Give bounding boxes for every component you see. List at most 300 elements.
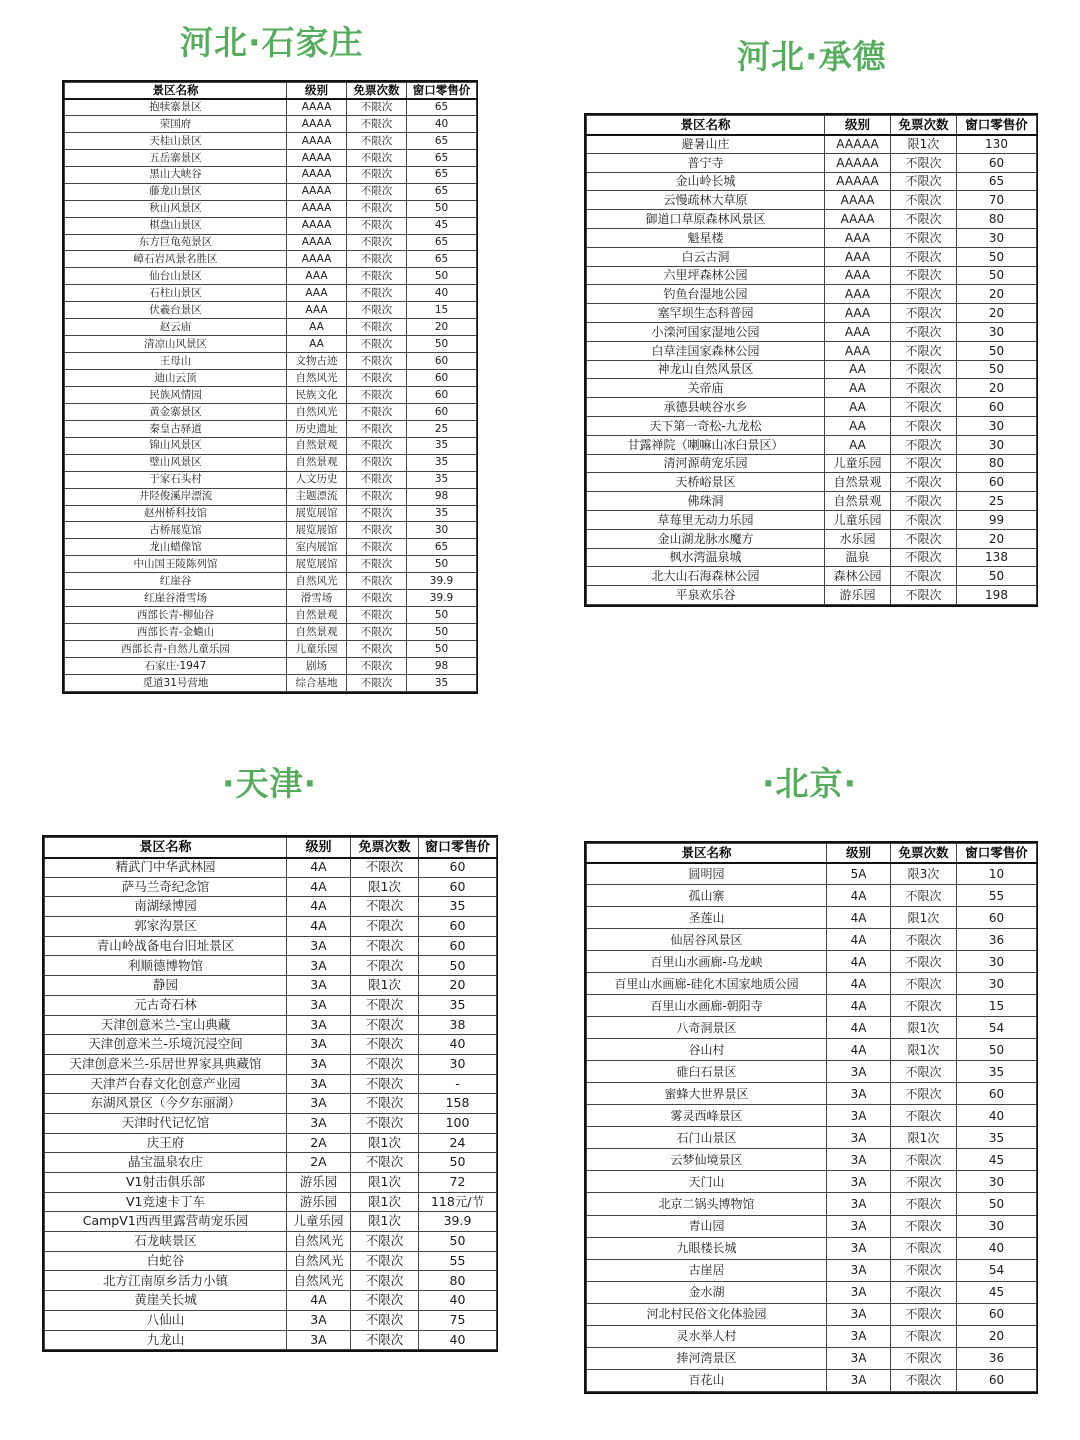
cell-price: 40 xyxy=(407,115,477,132)
table-row xyxy=(65,336,477,353)
cell-level: 3A xyxy=(827,1149,891,1171)
cell-price: 198 xyxy=(957,586,1037,605)
cell-free-times: 不限次 xyxy=(891,492,957,511)
table-row xyxy=(587,973,1037,995)
table-row xyxy=(65,454,477,471)
cell-name: 天津创意米兰-乐居世界家具典藏馆 xyxy=(45,1054,287,1074)
cell-level: AAAA xyxy=(287,132,347,149)
table-row xyxy=(45,1310,497,1330)
table-row xyxy=(587,1171,1037,1193)
table-row xyxy=(587,510,1037,529)
cell-price: 39.9 xyxy=(407,573,477,590)
table-row xyxy=(587,1369,1037,1391)
cell-name: 黄崖关长城 xyxy=(45,1291,287,1311)
cell-name: 云慢疏林大草原 xyxy=(587,191,825,210)
cell-name: 北方江南原乡活力小镇 xyxy=(45,1271,287,1291)
table-row xyxy=(587,1347,1037,1369)
cell-free-times: 不限次 xyxy=(891,416,957,435)
cell-price: 45 xyxy=(957,1149,1037,1171)
cell-name: 龙山蜡像馆 xyxy=(65,539,287,556)
table-row xyxy=(65,674,477,691)
cell-level: AAA xyxy=(825,285,891,304)
cell-name: 静园 xyxy=(45,976,287,996)
cell-free-times: 限1次 xyxy=(351,877,419,897)
table-row xyxy=(587,266,1037,285)
cell-price: 20 xyxy=(407,319,477,336)
cell-price: 72 xyxy=(419,1173,497,1193)
table-row xyxy=(587,398,1037,417)
table-row xyxy=(65,217,477,234)
cell-name: 东湖风景区（今夕东丽湖） xyxy=(45,1094,287,1114)
cell-level: 历史遗址 xyxy=(287,420,347,437)
cell-name: 河北村民俗文化体验园 xyxy=(587,1303,827,1325)
table-row xyxy=(65,302,477,319)
table-row xyxy=(45,897,497,917)
table-row xyxy=(45,858,497,878)
cell-name: 云梦仙境景区 xyxy=(587,1149,827,1171)
table-row xyxy=(65,234,477,251)
cell-price: 35 xyxy=(957,1127,1037,1149)
cell-price: 65 xyxy=(407,251,477,268)
table-row xyxy=(587,285,1037,304)
column-header-free-times: 免票次数 xyxy=(351,838,419,858)
cell-name: 灵水举人村 xyxy=(587,1325,827,1347)
cell-name: 塞罕坝生态科普园 xyxy=(587,304,825,323)
cell-level: 3A xyxy=(287,1330,351,1350)
table-row xyxy=(587,454,1037,473)
table-row xyxy=(65,505,477,522)
cell-level: 3A xyxy=(827,1281,891,1303)
table-row xyxy=(587,885,1037,907)
table-shijiazhuang xyxy=(62,80,478,694)
cell-name: 天津芦台春文化创意产业园 xyxy=(45,1074,287,1094)
cell-level: 3A xyxy=(287,1054,351,1074)
table-tianjin xyxy=(42,835,498,1352)
cell-free-times: 不限次 xyxy=(891,435,957,454)
cell-price: 70 xyxy=(957,191,1037,210)
table-row xyxy=(587,341,1037,360)
cell-free-times: 不限次 xyxy=(891,1061,957,1083)
cell-price: 54 xyxy=(957,1259,1037,1281)
table-row xyxy=(65,149,477,166)
cell-level: AAA xyxy=(287,285,347,302)
cell-name: 天津创意米兰-乐境沉浸空间 xyxy=(45,1035,287,1055)
table-row xyxy=(587,907,1037,929)
cell-name: 仙台山景区 xyxy=(65,268,287,285)
table-row xyxy=(587,995,1037,1017)
table-chengde xyxy=(584,113,1038,607)
cell-level: 文物古迹 xyxy=(287,353,347,370)
cell-price: 55 xyxy=(957,885,1037,907)
cell-name: 白蛇谷 xyxy=(45,1251,287,1271)
table-row xyxy=(45,1113,497,1133)
table-row xyxy=(65,539,477,556)
table-row xyxy=(45,1133,497,1153)
table-row xyxy=(45,1074,497,1094)
cell-name: 西部长青-柳仙谷 xyxy=(65,607,287,624)
cell-name: 古桥展览馆 xyxy=(65,522,287,539)
cell-free-times: 不限次 xyxy=(347,657,407,674)
column-header-level: 级别 xyxy=(287,83,347,99)
cell-price: 25 xyxy=(407,420,477,437)
cell-level: 4A xyxy=(827,885,891,907)
cell-name: 金水湖 xyxy=(587,1281,827,1303)
cell-price: 30 xyxy=(957,1215,1037,1237)
cell-free-times: 不限次 xyxy=(347,539,407,556)
cell-price: 55 xyxy=(419,1251,497,1271)
cell-free-times: 不限次 xyxy=(891,1149,957,1171)
cell-name: 东方巨龟苑景区 xyxy=(65,234,287,251)
cell-price: 60 xyxy=(407,386,477,403)
cell-free-times: 不限次 xyxy=(891,454,957,473)
table-row xyxy=(45,1173,497,1193)
cell-level: AAAA xyxy=(287,149,347,166)
table-row xyxy=(587,929,1037,951)
cell-level: AAAA xyxy=(287,115,347,132)
cell-price: 60 xyxy=(419,917,497,937)
table-row xyxy=(587,1303,1037,1325)
cell-price: 39.9 xyxy=(419,1212,497,1232)
cell-name: 郭家沟景区 xyxy=(45,917,287,937)
cell-free-times: 不限次 xyxy=(351,858,419,878)
cell-level: 儿童乐园 xyxy=(287,641,347,658)
cell-free-times: 不限次 xyxy=(347,132,407,149)
cell-name: 西部长青-金蟾山 xyxy=(65,624,287,641)
cell-level: 3A xyxy=(287,956,351,976)
cell-price: 130 xyxy=(957,135,1037,154)
cell-price: 65 xyxy=(407,183,477,200)
cell-price: 20 xyxy=(957,379,1037,398)
cell-name: 赵云庙 xyxy=(65,319,287,336)
table-row xyxy=(587,863,1037,885)
cell-name: 北大山石海森林公园 xyxy=(587,567,825,586)
cell-level: AAA xyxy=(825,322,891,341)
cell-name: 小滦河国家湿地公园 xyxy=(587,322,825,341)
cell-name: 红崖谷滑雪场 xyxy=(65,590,287,607)
column-header-free-times: 免票次数 xyxy=(891,844,957,863)
cell-free-times: 不限次 xyxy=(891,153,957,172)
table-row xyxy=(587,379,1037,398)
cell-price: 30 xyxy=(957,228,1037,247)
cell-level: 自然风光 xyxy=(287,1251,351,1271)
table-row xyxy=(65,319,477,336)
cell-free-times: 限1次 xyxy=(891,135,957,154)
table-row xyxy=(587,1061,1037,1083)
cell-level: 展览展馆 xyxy=(287,505,347,522)
cell-level: AAA xyxy=(825,247,891,266)
cell-level: 3A xyxy=(827,1237,891,1259)
cell-free-times: 不限次 xyxy=(351,1035,419,1055)
cell-free-times: 不限次 xyxy=(351,1074,419,1094)
table-row xyxy=(45,1330,497,1350)
cell-price: 65 xyxy=(407,539,477,556)
cell-level: AAAAA xyxy=(825,153,891,172)
cell-free-times: 不限次 xyxy=(891,885,957,907)
cell-free-times: 限1次 xyxy=(351,976,419,996)
cell-name: 圣莲山 xyxy=(587,907,827,929)
cell-level: 3A xyxy=(287,995,351,1015)
column-header-name: 景区名称 xyxy=(587,844,827,863)
cell-name: 五岳寨景区 xyxy=(65,149,287,166)
table-row xyxy=(65,471,477,488)
cell-free-times: 限1次 xyxy=(351,1192,419,1212)
cell-free-times: 不限次 xyxy=(891,285,957,304)
cell-price: 20 xyxy=(419,976,497,996)
table-header-row xyxy=(65,83,477,99)
cell-name: 南湖绿博园 xyxy=(45,897,287,917)
cell-level: 5A xyxy=(827,863,891,885)
table-row xyxy=(65,590,477,607)
cell-name: 蜜蜂大世界景区 xyxy=(587,1083,827,1105)
cell-level: 自然风光 xyxy=(287,1271,351,1291)
cell-name: 百里山水画廊-朝阳寺 xyxy=(587,995,827,1017)
column-header-price: 窗口零售价 xyxy=(419,838,497,858)
title-shijiazhuang: 河北·石家庄 xyxy=(180,23,364,62)
cell-price: 30 xyxy=(957,416,1037,435)
cell-level: 剧场 xyxy=(287,657,347,674)
cell-name: 承德县峡谷水乡 xyxy=(587,398,825,417)
cell-price: 50 xyxy=(957,360,1037,379)
cell-level: 3A xyxy=(287,936,351,956)
cell-price: 20 xyxy=(957,529,1037,548)
cell-name: 百里山水画廊-硅化木国家地质公园 xyxy=(587,973,827,995)
cell-free-times: 不限次 xyxy=(347,624,407,641)
cell-price: 65 xyxy=(407,132,477,149)
table-row xyxy=(65,268,477,285)
cell-free-times: 不限次 xyxy=(347,641,407,658)
cell-name: 精武门中华武林园 xyxy=(45,858,287,878)
table-row xyxy=(45,1192,497,1212)
table-row xyxy=(587,548,1037,567)
table-row xyxy=(65,166,477,183)
cell-level: 3A xyxy=(827,1171,891,1193)
table-row xyxy=(587,1039,1037,1061)
cell-free-times: 不限次 xyxy=(351,995,419,1015)
cell-free-times: 限3次 xyxy=(891,863,957,885)
cell-free-times: 不限次 xyxy=(351,956,419,976)
cell-level: 自然景观 xyxy=(825,473,891,492)
cell-name: 觅道31号营地 xyxy=(65,674,287,691)
cell-level: 3A xyxy=(827,1303,891,1325)
cell-level: AA xyxy=(825,435,891,454)
cell-free-times: 不限次 xyxy=(347,471,407,488)
cell-name: 仙居谷风景区 xyxy=(587,929,827,951)
cell-free-times: 限1次 xyxy=(891,907,957,929)
cell-free-times: 不限次 xyxy=(347,302,407,319)
cell-price: 60 xyxy=(407,403,477,420)
cell-name: 天下第一奇松-九龙松 xyxy=(587,416,825,435)
cell-level: 4A xyxy=(287,1291,351,1311)
cell-name: 普宁寺 xyxy=(587,153,825,172)
table-row xyxy=(587,1215,1037,1237)
cell-name: 锦山风景区 xyxy=(65,437,287,454)
cell-price: 75 xyxy=(419,1310,497,1330)
table-header-row xyxy=(587,844,1037,863)
cell-level: AA xyxy=(825,360,891,379)
cell-price: 60 xyxy=(407,370,477,387)
cell-price: 10 xyxy=(957,863,1037,885)
cell-name: 璧山风景区 xyxy=(65,454,287,471)
cell-name: 藤龙山景区 xyxy=(65,183,287,200)
cell-free-times: 不限次 xyxy=(351,917,419,937)
cell-free-times: 不限次 xyxy=(347,200,407,217)
cell-name: 石柱山景区 xyxy=(65,285,287,302)
cell-level: 游乐园 xyxy=(287,1173,351,1193)
cell-price: 98 xyxy=(407,488,477,505)
cell-price: 40 xyxy=(957,1237,1037,1259)
cell-free-times: 不限次 xyxy=(891,266,957,285)
cell-name: 神龙山自然风景区 xyxy=(587,360,825,379)
table-row xyxy=(587,210,1037,229)
cell-price: 38 xyxy=(419,1015,497,1035)
cell-price: 15 xyxy=(407,302,477,319)
cell-level: 2A xyxy=(287,1153,351,1173)
cell-level: 自然风光 xyxy=(287,573,347,590)
cell-free-times: 不限次 xyxy=(891,586,957,605)
cell-free-times: 不限次 xyxy=(891,1303,957,1325)
cell-level: AAA xyxy=(287,268,347,285)
cell-level: 3A xyxy=(827,1127,891,1149)
cell-level: 综合基地 xyxy=(287,674,347,691)
cell-name: 六里坪森林公园 xyxy=(587,266,825,285)
cell-price: 40 xyxy=(419,1291,497,1311)
cell-name: 枫水湾温泉城 xyxy=(587,548,825,567)
cell-name: 井陉俊溪岸漂流 xyxy=(65,488,287,505)
column-header-free-times: 免票次数 xyxy=(347,83,407,99)
cell-free-times: 不限次 xyxy=(351,897,419,917)
cell-name: 古崖居 xyxy=(587,1259,827,1281)
cell-level: 4A xyxy=(827,1039,891,1061)
cell-free-times: 不限次 xyxy=(347,420,407,437)
cell-price: 30 xyxy=(419,1054,497,1074)
cell-price: 158 xyxy=(419,1094,497,1114)
table-row xyxy=(65,285,477,302)
cell-free-times: 限1次 xyxy=(351,1212,419,1232)
cell-level: AAAA xyxy=(287,200,347,217)
cell-price: 60 xyxy=(957,907,1037,929)
cell-free-times: 不限次 xyxy=(891,172,957,191)
cell-free-times: 不限次 xyxy=(891,1193,957,1215)
column-header-price: 窗口零售价 xyxy=(957,844,1037,863)
cell-name: 天桥峪景区 xyxy=(587,473,825,492)
cell-price: 45 xyxy=(407,217,477,234)
cell-name: 荣国府 xyxy=(65,115,287,132)
table-row xyxy=(65,556,477,573)
cell-price: 50 xyxy=(957,247,1037,266)
cell-level: 3A xyxy=(827,1259,891,1281)
table-row xyxy=(587,567,1037,586)
table-row xyxy=(587,1127,1037,1149)
cell-level: AA xyxy=(825,416,891,435)
cell-price: 40 xyxy=(419,1330,497,1350)
table-row xyxy=(45,1212,497,1232)
cell-name: 青山园 xyxy=(587,1215,827,1237)
cell-free-times: 不限次 xyxy=(891,1369,957,1391)
table-row xyxy=(65,251,477,268)
cell-free-times: 不限次 xyxy=(351,1094,419,1114)
table-row xyxy=(587,1237,1037,1259)
cell-price: 80 xyxy=(957,454,1037,473)
table-row xyxy=(65,488,477,505)
cell-name: V1竞速卡丁车 xyxy=(45,1192,287,1212)
table-row xyxy=(587,435,1037,454)
cell-name: 天门山 xyxy=(587,1171,827,1193)
table-row xyxy=(65,624,477,641)
cell-free-times: 不限次 xyxy=(351,1251,419,1271)
cell-name: 红崖谷 xyxy=(65,573,287,590)
cell-name: 百花山 xyxy=(587,1369,827,1391)
table-row xyxy=(587,416,1037,435)
cell-price: 36 xyxy=(957,1347,1037,1369)
table-row xyxy=(65,420,477,437)
table-row xyxy=(587,473,1037,492)
cell-level: 2A xyxy=(287,1133,351,1153)
cell-level: 3A xyxy=(827,1105,891,1127)
cell-level: 3A xyxy=(287,1074,351,1094)
table-row xyxy=(587,228,1037,247)
cell-level: 3A xyxy=(827,1083,891,1105)
cell-level: AAAA xyxy=(287,99,347,116)
cell-name: 九眼楼长城 xyxy=(587,1237,827,1259)
table-row xyxy=(65,573,477,590)
cell-price: 40 xyxy=(419,1035,497,1055)
table-row xyxy=(45,1035,497,1055)
cell-level: AAAA xyxy=(287,234,347,251)
table-row xyxy=(45,976,497,996)
cell-name: 白草洼国家森林公园 xyxy=(587,341,825,360)
cell-free-times: 不限次 xyxy=(347,217,407,234)
cell-name: 伏羲台景区 xyxy=(65,302,287,319)
table-header-row xyxy=(587,116,1037,135)
cell-price: 50 xyxy=(957,266,1037,285)
cell-level: 4A xyxy=(827,929,891,951)
cell-free-times: 限1次 xyxy=(891,1127,957,1149)
cell-free-times: 不限次 xyxy=(891,510,957,529)
cell-free-times: 不限次 xyxy=(891,360,957,379)
cell-name: 庆王府 xyxy=(45,1133,287,1153)
cell-free-times: 不限次 xyxy=(891,1259,957,1281)
cell-price: 65 xyxy=(407,149,477,166)
title-tianjin: ·天津· xyxy=(222,764,318,803)
table-row xyxy=(587,1325,1037,1347)
table-row xyxy=(45,1153,497,1173)
cell-level: 室内展馆 xyxy=(287,539,347,556)
cell-price: 30 xyxy=(957,973,1037,995)
cell-price: 35 xyxy=(407,437,477,454)
cell-name: 石门山景区 xyxy=(587,1127,827,1149)
cell-price: 30 xyxy=(407,522,477,539)
cell-free-times: 不限次 xyxy=(891,1281,957,1303)
cell-free-times: 不限次 xyxy=(891,191,957,210)
cell-level: 儿童乐园 xyxy=(825,510,891,529)
cell-level: 4A xyxy=(827,907,891,929)
cell-name: 碓臼石景区 xyxy=(587,1061,827,1083)
column-header-level: 级别 xyxy=(825,116,891,135)
table-row xyxy=(587,304,1037,323)
cell-free-times: 不限次 xyxy=(891,1105,957,1127)
table-row xyxy=(65,115,477,132)
cell-level: 自然风光 xyxy=(287,1232,351,1252)
title-beijing: ·北京· xyxy=(762,764,858,803)
cell-free-times: 不限次 xyxy=(347,336,407,353)
cell-free-times: 不限次 xyxy=(347,556,407,573)
table-beijing xyxy=(584,841,1038,1394)
cell-price: 60 xyxy=(957,1083,1037,1105)
table-row xyxy=(587,586,1037,605)
cell-name: 北京二锅头博物馆 xyxy=(587,1193,827,1215)
cell-price: 60 xyxy=(419,877,497,897)
cell-free-times: 不限次 xyxy=(891,1325,957,1347)
